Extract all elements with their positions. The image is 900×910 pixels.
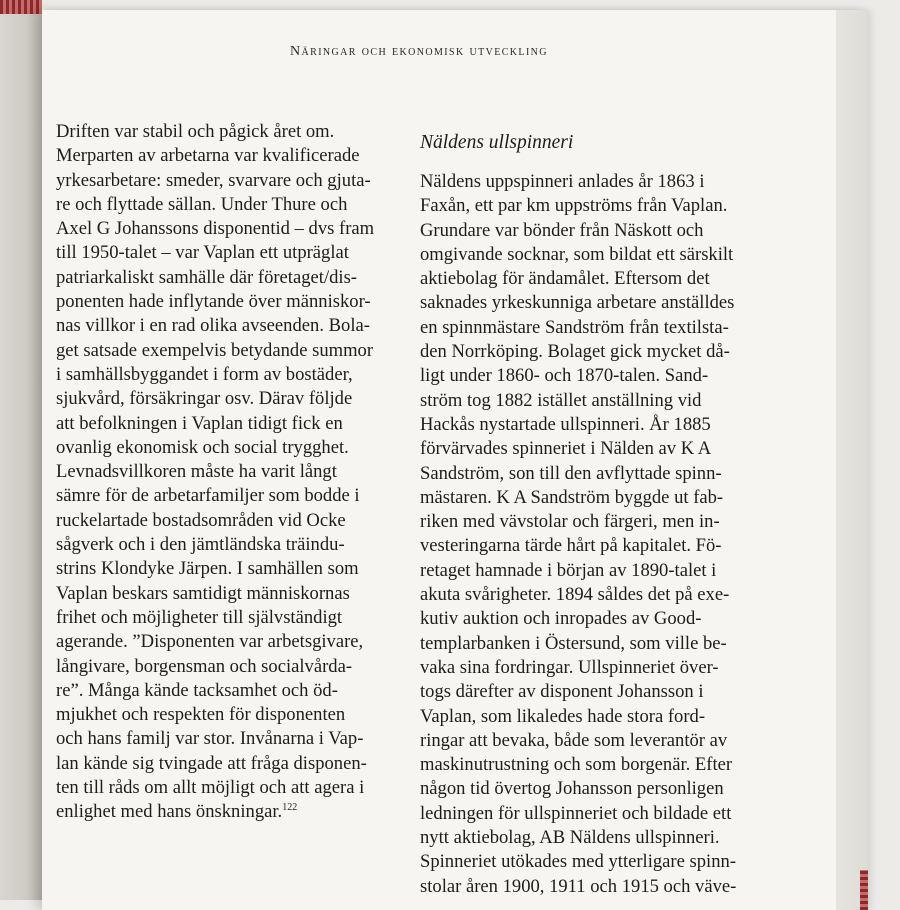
text-line: den Norrköping. Bolaget gick mycket då- <box>420 341 730 363</box>
text-line: Näldens uppspinneri anlades år 1863 i <box>420 171 705 192</box>
text-line: till 1950-talet – var Vaplan ett utpräglat <box>56 242 349 264</box>
text-line: ström tog 1882 istället anställning vid <box>420 389 702 411</box>
text-line: och hans familj var stor. Invånarna i Vap- <box>56 728 364 750</box>
text-line: någon tid övertog Johansson personligen <box>420 778 724 800</box>
text-line: riken med vävstolar och färgeri, men in- <box>420 511 720 533</box>
right-column <box>420 170 800 899</box>
text-line: akuta svårigheter. 1894 såldes det på exe- <box>420 584 730 606</box>
text-line: retaget hamnade i början av 1890-talet i <box>420 559 717 581</box>
text-line: vaka sina fordringar. Ullspinneriet över- <box>420 656 719 678</box>
text-line: strins Klondyke Järpen. I samhällen som <box>56 558 359 580</box>
text-line: Merparten av arbetarna var kvalificerade <box>56 145 360 167</box>
text-line: ovanlig ekonomisk och social trygghet. <box>56 436 349 458</box>
text-line: en spinnmästare Sandström från textilsta- <box>420 316 729 338</box>
text-line: enlighet med hans önskningar.$^{122}$ <box>56 801 298 823</box>
text-line: sämre för de arbetarfamiljer som bodde i <box>56 485 360 507</box>
text-line: Spinneriet utökades med ytterligare spinn- <box>420 851 737 873</box>
text-line: Faxån, ett par km uppströms från Vaplan. <box>420 195 728 217</box>
text-line: Axel G Johanssons disponentid – dvs fram <box>56 218 375 240</box>
text-line: re”. Många kände tacksamhet och öd- <box>56 679 338 701</box>
text-line: ligt under 1860- och 1870-talen. Sand- <box>420 365 709 387</box>
text-line: frihet och möjligheter till självständigt <box>56 606 343 628</box>
text-line: ruckelartade bostadsområden vid Ocke <box>56 509 346 531</box>
text-line: Grundare var bönder från Näskott och <box>420 219 704 241</box>
text-line: saknades yrkeskunniga arbetare anställdes <box>420 292 735 314</box>
text-line: långivare, borgensman och socialvårda- <box>56 655 353 677</box>
text-line: templarbanken i Östersund, som ville be- <box>420 632 727 654</box>
text-line: Driften var stabil och pågick året om. <box>56 121 335 142</box>
text-line: nas villkor i en rad olika avseenden. Bola- <box>56 315 370 337</box>
text-line: ledningen för ullspinneriet och bildade ett <box>420 802 732 824</box>
text-line: mästaren. K A Sandström byggde ut fab- <box>420 486 724 508</box>
text-line: förvärvades spinneriet i Nälden av K A <box>420 438 712 460</box>
text-line: i samhällsbyggandet i form av bostäder, <box>56 363 353 385</box>
text-line: re och flyttade sällan. Under Thure och <box>56 193 348 215</box>
text-line: patriarkaliskt samhälle där företaget/dis- <box>56 266 357 288</box>
text-line: Levnadsvillkoren måste ha varit långt <box>56 461 337 483</box>
text-line: agerande. ”Disponenten var arbetsgivare, <box>56 631 364 653</box>
running-head: Näringar och ekonomisk utveckling <box>290 44 548 59</box>
text-line: mjukhet och respekten för disponenten <box>56 704 346 726</box>
section-heading: Näldens ullspinneri <box>420 132 574 153</box>
text-line: att befolkningen i Vaplan tidigt fick en <box>56 412 343 434</box>
text-line: vesteringarna tärde hårt på kapitalet. Fö- <box>420 535 722 557</box>
text-line: Hackås nystartade ullspinneri. År 1885 <box>420 413 711 435</box>
text-line: lan kände sig tvingade att fråga disponen- <box>56 752 367 774</box>
page-edge-right <box>836 10 868 910</box>
text-line: Vaplan, som likaledes hade stora ford- <box>420 705 706 727</box>
text-line: maskinutrustning och som borgenär. Efter <box>420 754 733 776</box>
book-cover-edge <box>0 0 42 900</box>
text-line: ringar att bevaka, både som leverantör av <box>420 729 728 751</box>
left-column <box>56 120 440 825</box>
text-line: aktiebolag för ändamålet. Eftersom det <box>420 268 710 290</box>
text-line: ponenten hade inflytande över människor- <box>56 291 371 313</box>
footnote-ref: 122 <box>282 802 298 814</box>
text-line: ten till råds om allt möjligt och att agera i <box>56 777 365 799</box>
text-line: kutiv auktion och inropades av Good- <box>420 608 702 630</box>
text-line: omgivande socknar, som bildat ett särskilt <box>420 243 734 265</box>
text-line: togs därefter av disponent Johansson i <box>420 681 704 703</box>
text-line: nytt aktiebolag, AB Näldens ullspinneri. <box>420 827 720 849</box>
text-line: stolar åren 1900, 1911 och 1915 och väve- <box>420 875 737 897</box>
text-line: sjukvård, försäkringar osv. Därav följde <box>56 388 353 410</box>
text-line: yrkesarbetare: smeder, svarvare och gjuta- <box>56 169 371 191</box>
text-line: get satsade exempelvis betydande summor <box>56 339 374 361</box>
text-line: Vaplan beskars samtidigt människornas <box>56 582 350 604</box>
text-line: Sandström, son till den avflyttade spinn- <box>420 462 722 484</box>
text-line: sågverk och i den jämtländska träindu- <box>56 534 345 556</box>
